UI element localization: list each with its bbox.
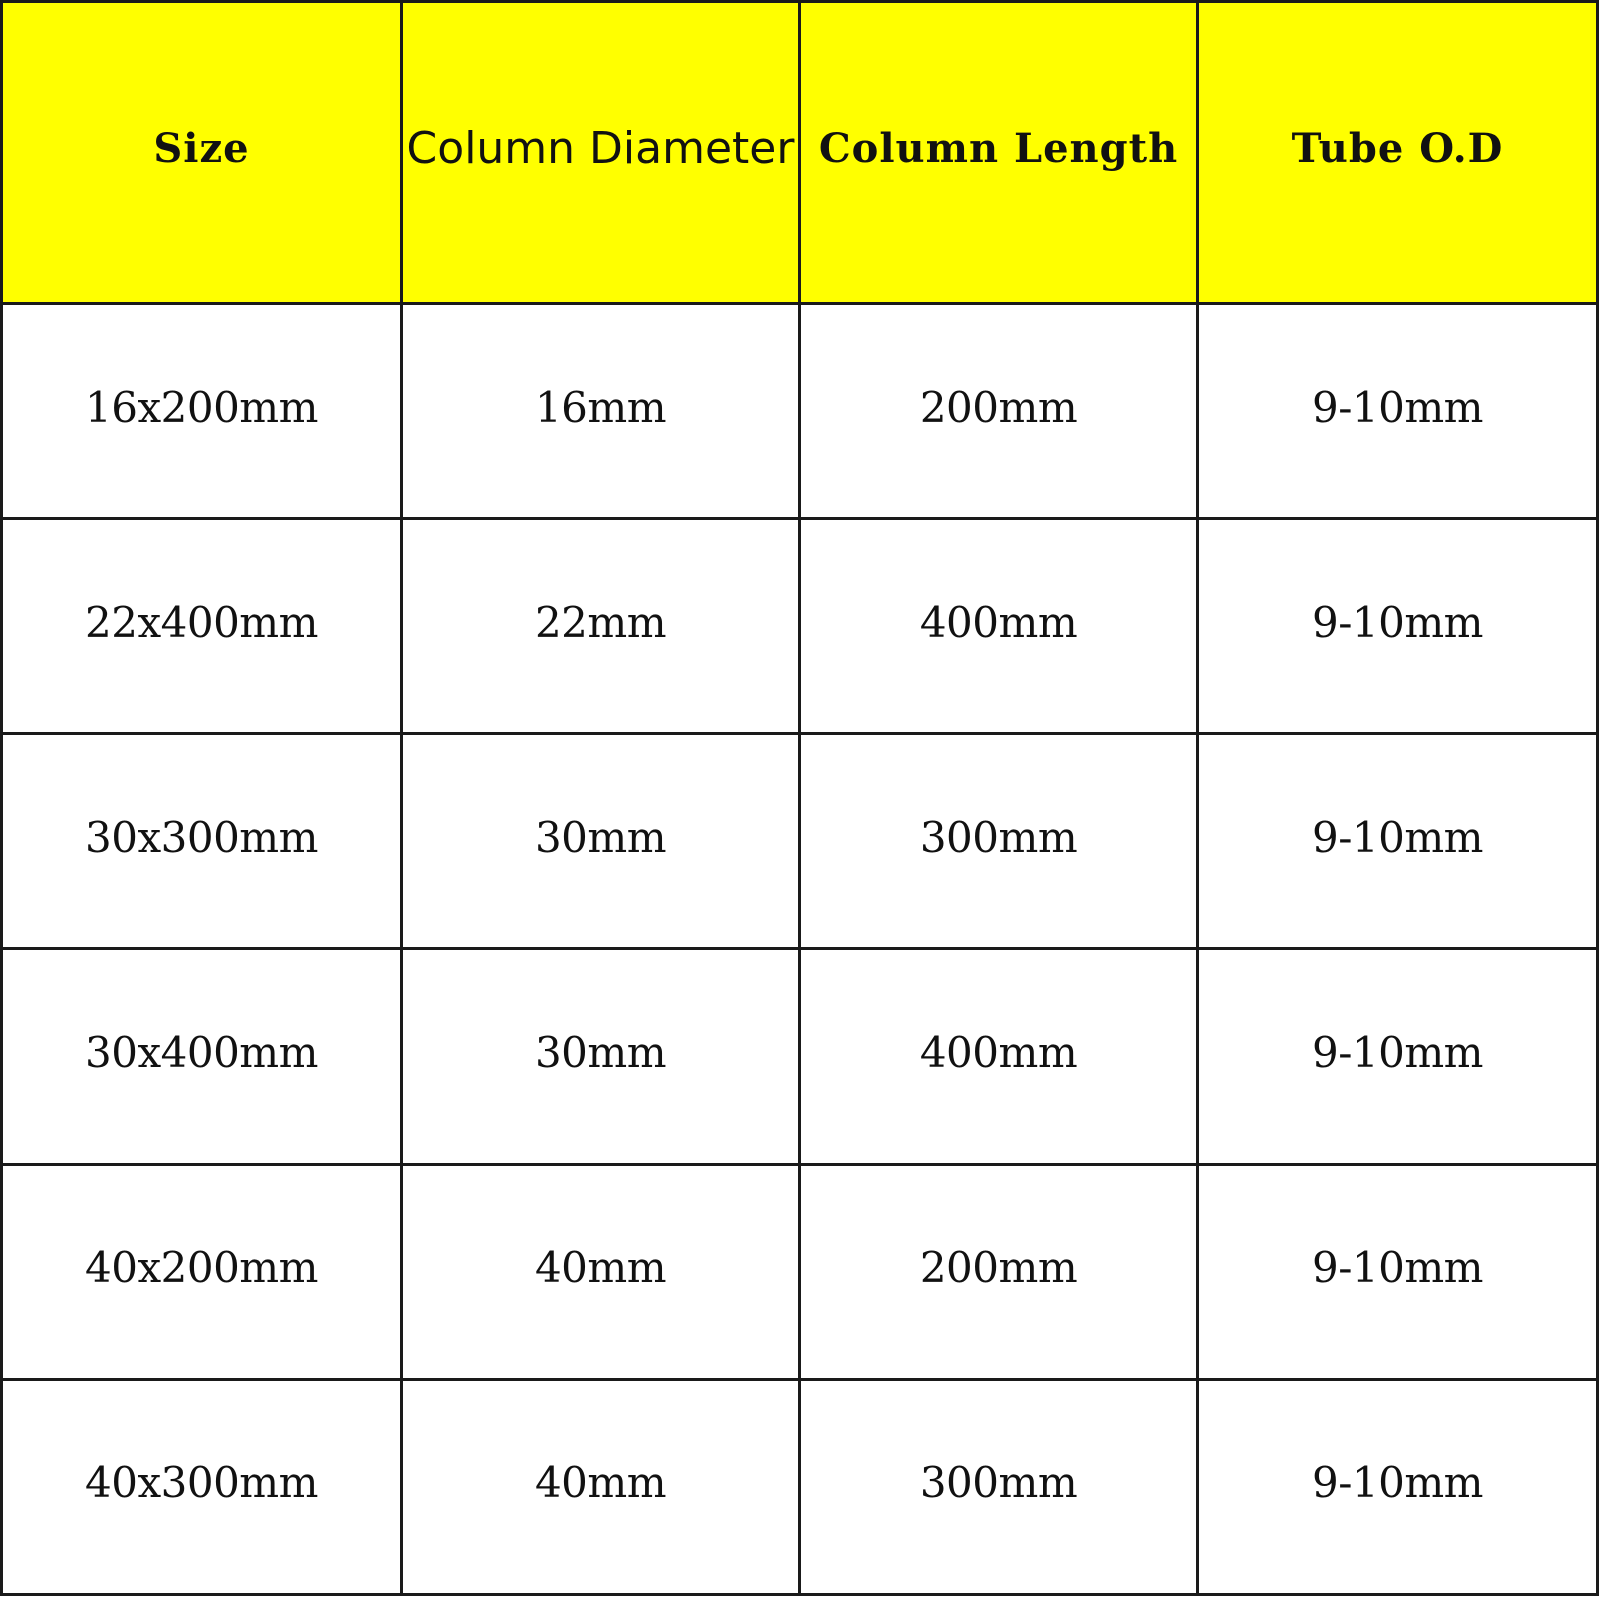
cell-tube-od-text: 9-10mm — [1311, 1243, 1483, 1293]
cell-tube-od — [1198, 304, 1598, 519]
cell-column-diameter — [402, 304, 800, 519]
cell-column-diameter-text: 40mm — [534, 1458, 667, 1508]
cell-size-text: 16x200mm — [85, 382, 318, 432]
header-column-length — [800, 2, 1198, 304]
header-column-length-label: Column Length — [818, 125, 1179, 172]
cell-column-diameter-text: 30mm — [534, 812, 667, 862]
table-row — [2, 734, 1598, 949]
cell-size-text: 40x300mm — [85, 1458, 318, 1508]
cell-column-diameter — [402, 519, 800, 734]
cell-tube-od — [1198, 519, 1598, 734]
cell-tube-od-text: 9-10mm — [1311, 1458, 1483, 1508]
table-row — [2, 1379, 1598, 1594]
cell-size-text: 30x400mm — [85, 1028, 318, 1078]
cell-size — [2, 519, 402, 734]
cell-column-length — [800, 304, 1198, 519]
cell-column-length — [800, 519, 1198, 734]
cell-column-diameter-text: 30mm — [534, 1028, 667, 1078]
cell-tube-od — [1198, 1164, 1598, 1379]
header-tube-od-label: Tube O.D — [1291, 125, 1504, 172]
header-tube-od — [1198, 2, 1598, 304]
cell-tube-od-text: 9-10mm — [1311, 1028, 1483, 1078]
cell-size-text: 30x300mm — [85, 812, 318, 862]
cell-size — [2, 1164, 402, 1379]
cell-tube-od — [1198, 949, 1598, 1164]
cell-tube-od-text: 9-10mm — [1311, 382, 1483, 432]
cell-column-diameter-text: 22mm — [534, 597, 667, 647]
cell-column-length-text: 300mm — [919, 1458, 1078, 1508]
cell-column-diameter — [402, 949, 800, 1164]
cell-column-length-text: 200mm — [919, 1243, 1078, 1293]
table-row — [2, 949, 1598, 1164]
header-size-label: Size — [153, 125, 250, 172]
cell-size — [2, 949, 402, 1164]
cell-column-diameter — [402, 1379, 800, 1594]
table-row — [2, 1164, 1598, 1379]
cell-tube-od — [1198, 734, 1598, 949]
header-column-diameter — [402, 2, 800, 304]
cell-tube-od-text: 9-10mm — [1311, 597, 1483, 647]
cell-tube-od — [1198, 1379, 1598, 1594]
cell-column-length — [800, 1164, 1198, 1379]
table-body — [2, 304, 1598, 1595]
cell-column-diameter-text: 16mm — [534, 382, 667, 432]
cell-column-length — [800, 949, 1198, 1164]
cell-column-length-text: 400mm — [919, 597, 1078, 647]
cell-column-diameter — [402, 734, 800, 949]
cell-size — [2, 304, 402, 519]
cell-size — [2, 734, 402, 949]
cell-size-text: 22x400mm — [85, 597, 318, 647]
cell-column-length-text: 200mm — [919, 382, 1078, 432]
cell-tube-od-text: 9-10mm — [1311, 812, 1483, 862]
cell-column-length — [800, 1379, 1198, 1594]
header-column-diameter-label: Column Diameter — [406, 123, 795, 174]
cell-column-diameter-text: 40mm — [534, 1243, 667, 1293]
cell-size — [2, 1379, 402, 1594]
cell-column-length-text: 300mm — [919, 812, 1078, 862]
cell-column-length-text: 400mm — [919, 1028, 1078, 1078]
cell-column-diameter — [402, 1164, 800, 1379]
table-row — [2, 519, 1598, 734]
table-row — [2, 304, 1598, 519]
cell-size-text: 40x200mm — [85, 1243, 318, 1293]
table-header — [2, 2, 1598, 304]
header-row — [2, 2, 1598, 304]
header-size — [2, 2, 402, 304]
cell-column-length — [800, 734, 1198, 949]
